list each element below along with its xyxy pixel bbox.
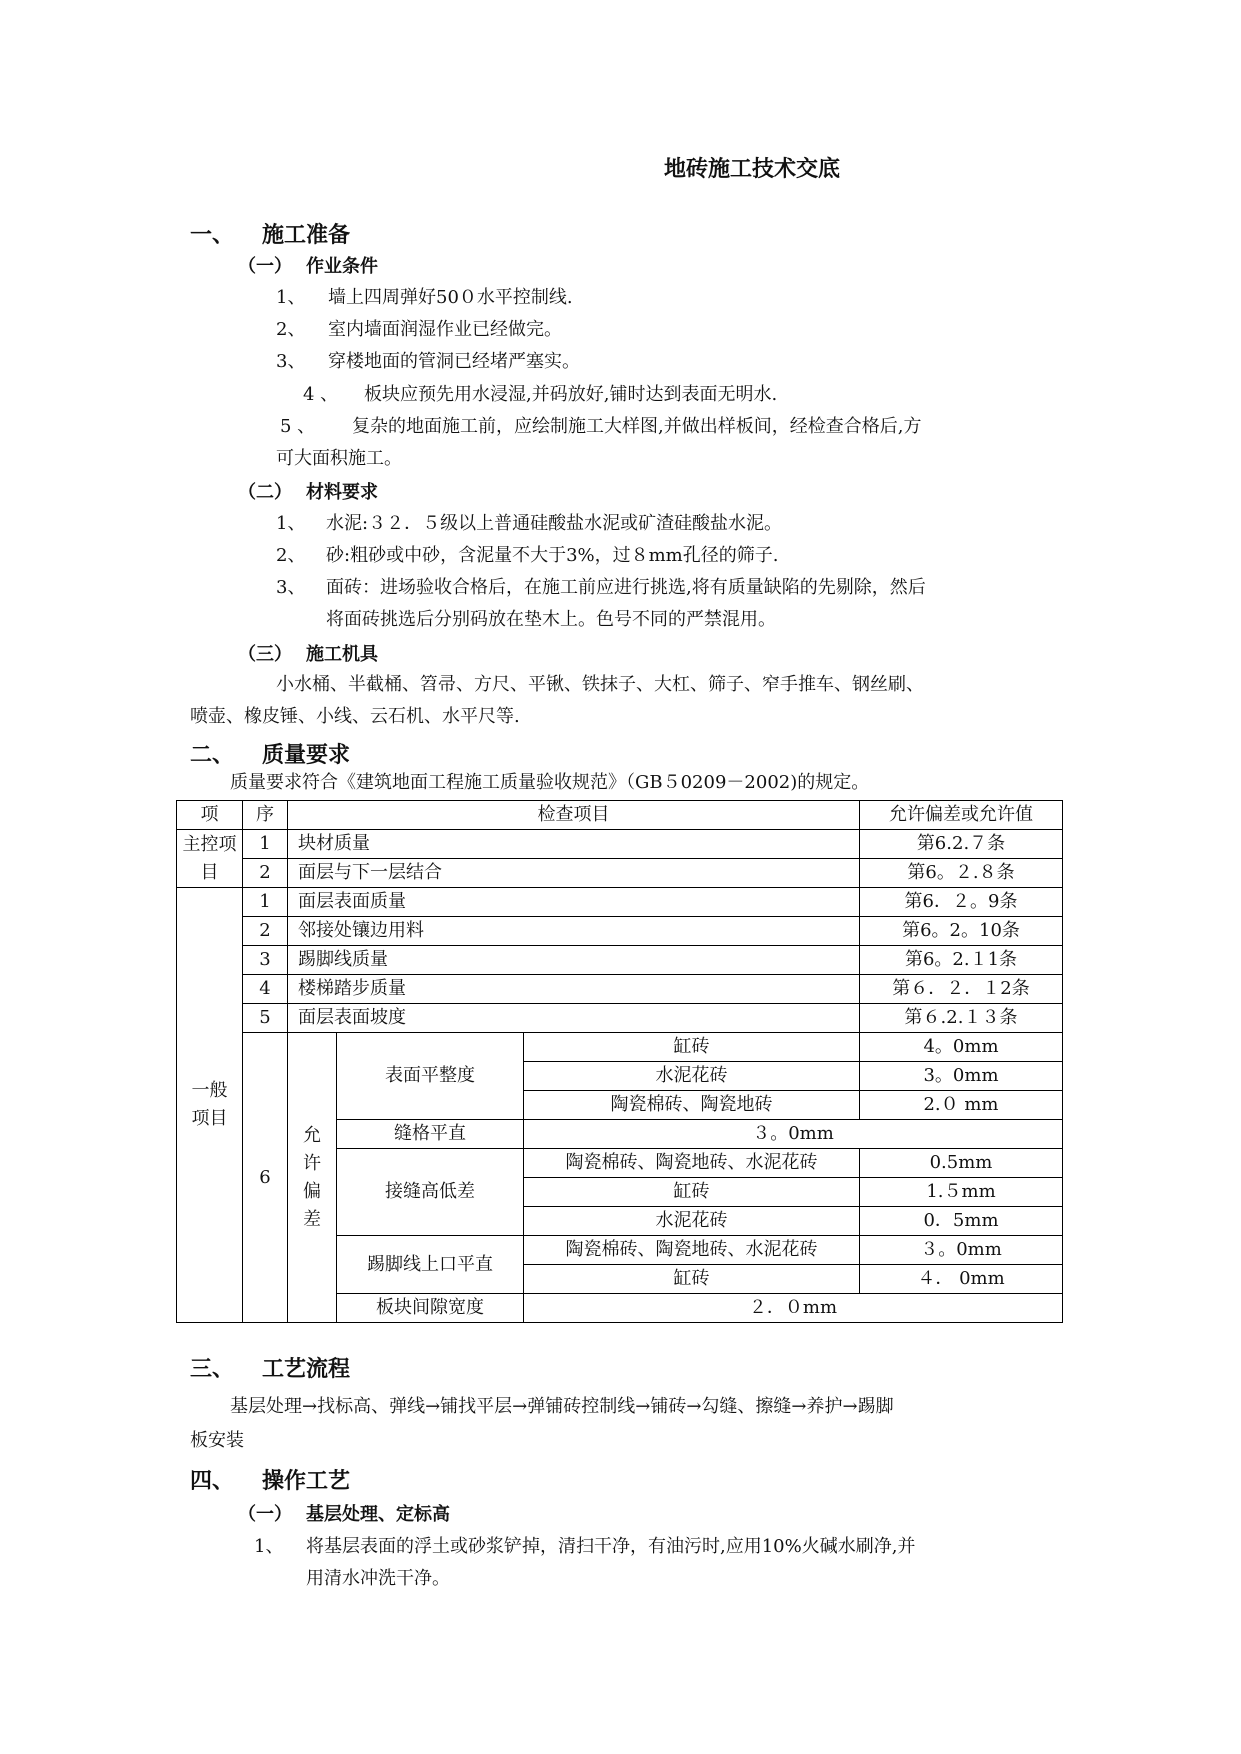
allowed-value: ２．０mm: [524, 1294, 1063, 1323]
section-1-heading: 施工准备: [262, 222, 351, 248]
table-header-row: [177, 801, 1063, 830]
subsection-4-1-number: （一）: [238, 1504, 292, 1525]
row-number: 2: [243, 917, 288, 946]
allowed-value: 1.５mm: [860, 1178, 1063, 1207]
allowed-deviation-label: 允许偏差: [288, 1033, 337, 1323]
row-number: 1: [243, 830, 288, 859]
item-text-continuation: 用清水冲洗干净。: [306, 1568, 450, 1589]
item-number: 1、: [276, 287, 306, 308]
flatness-label: 表面平整度: [337, 1033, 524, 1120]
item-text: 水泥:３２．５级以上普通硅酸盐水泥或矿渣硅酸盐水泥。: [326, 513, 783, 534]
header-cell: 项: [177, 801, 243, 830]
allowed-value: 第6。２.８条: [860, 859, 1063, 888]
section-4-number: 四、: [190, 1468, 235, 1494]
header-cell: 检查项目: [288, 801, 860, 830]
check-item: 楼梯踏步质量: [288, 975, 860, 1004]
allowed-value: 第6。2.１1条: [860, 946, 1063, 975]
item-text: 穿楼地面的管洞已经堵严塞实。: [328, 351, 580, 372]
tile-type: 缸砖: [524, 1178, 860, 1207]
check-item: 踢脚线质量: [288, 946, 860, 975]
subsection-1-3-number: （三）: [238, 644, 292, 665]
item-text: 墙上四周弹好50０水平控制线.: [328, 287, 573, 308]
subsection-1-2-label: 材料要求: [306, 482, 378, 503]
row-number: 2: [243, 859, 288, 888]
tile-type: 陶瓷棉砖、陶瓷地砖、水泥花砖: [524, 1149, 860, 1178]
header-cell: 允许偏差或允许值: [860, 801, 1063, 830]
tile-type: 水泥花砖: [524, 1062, 860, 1091]
table-row: [177, 917, 1063, 946]
row-number: 3: [243, 946, 288, 975]
item-number: 1、: [254, 1536, 284, 1557]
check-item: 面层表面质量: [288, 888, 860, 917]
allowed-value: ３。0mm: [524, 1120, 1063, 1149]
item-number: 1、: [276, 513, 306, 534]
allowed-value: 0．5mm: [860, 1207, 1063, 1236]
row-number: 5: [243, 1004, 288, 1033]
section-3-heading: 工艺流程: [262, 1356, 351, 1382]
tile-type: 陶瓷棉砖、陶瓷地砖: [524, 1091, 860, 1120]
item-text: 室内墙面润湿作业已经做完。: [328, 319, 562, 340]
item-number: 4 、: [303, 384, 339, 405]
allowed-value: ４． 0mm: [860, 1265, 1063, 1294]
skirting-label: 踢脚线上口平直: [337, 1236, 524, 1294]
section-4-heading: 操作工艺: [262, 1468, 351, 1494]
item-text-continuation: 可大面积施工。: [276, 448, 402, 469]
row-number: 6: [243, 1033, 288, 1323]
row-number: 4: [243, 975, 288, 1004]
tile-type: 缸砖: [524, 1033, 860, 1062]
table-row: [177, 946, 1063, 975]
item-number: 2、: [276, 545, 306, 566]
tile-type: 缸砖: [524, 1265, 860, 1294]
tools-line-2: 喷壶、橡皮锤、小线、云石机、水平尺等.: [190, 706, 520, 727]
joint-height-label: 接缝高低差: [337, 1149, 524, 1236]
item-number: 5 、: [280, 416, 316, 437]
document-title: 地砖施工技术交底: [664, 156, 841, 182]
header-cell: 序: [243, 801, 288, 830]
allowed-value: 2.０ mm: [860, 1091, 1063, 1120]
table-row: [177, 975, 1063, 1004]
allowed-value: 第6.2.７条: [860, 830, 1063, 859]
table-row: [177, 1004, 1063, 1033]
allowed-value: 第6。2。10条: [860, 917, 1063, 946]
table-row: [177, 830, 1063, 859]
section-1-number: 一、: [190, 222, 235, 248]
process-flow-line-1: 基层处理→找标高、弹线→铺找平层→弹铺砖控制线→铺砖→勾缝、擦缝→养护→踢脚: [230, 1396, 894, 1417]
seam-straight-label: 缝格平直: [337, 1120, 524, 1149]
item-text-continuation: 将面砖挑选后分别码放在垫木上。色号不同的严禁混用。: [326, 609, 776, 630]
subsection-1-2-number: （二）: [238, 482, 292, 503]
allowed-value: ３。0mm: [860, 1236, 1063, 1265]
tile-type: 水泥花砖: [524, 1207, 860, 1236]
table-row: [177, 1033, 1063, 1062]
check-item: 邻接处镶边用料: [288, 917, 860, 946]
main-control-group-cell: 主控项目: [177, 830, 243, 888]
item-number: 3、: [276, 351, 306, 372]
check-item: 面层表面坡度: [288, 1004, 860, 1033]
quality-table: [176, 800, 1063, 1323]
allowed-value: 第６．２．１2条: [860, 975, 1063, 1004]
tile-type: 陶瓷棉砖、陶瓷地砖、水泥花砖: [524, 1236, 860, 1265]
gap-width-label: 板块间隙宽度: [337, 1294, 524, 1323]
allowed-value: 3。0mm: [860, 1062, 1063, 1091]
general-group-cell: 一般项目: [177, 888, 243, 1323]
section-2-number: 二、: [190, 742, 235, 768]
row-number: 1: [243, 888, 288, 917]
subsection-1-1-number: （一）: [238, 256, 292, 277]
item-number: 2、: [276, 319, 306, 340]
allowed-value: 4。0mm: [860, 1033, 1063, 1062]
quality-intro: 质量要求符合《建筑地面工程施工质量验收规范》（GB５0209－2002)的规定。: [230, 772, 870, 793]
check-item: 块材质量: [288, 830, 860, 859]
subsection-4-1-label: 基层处理、定标高: [306, 1504, 450, 1525]
allowed-value: 0.5mm: [860, 1149, 1063, 1178]
process-flow-line-2: 板安装: [190, 1430, 244, 1451]
tools-line-1: 小水桶、半截桶、笤帚、方尺、平锹、铁抹子、大杠、筛子、窄手推车、钢丝刷、: [276, 674, 924, 695]
item-number: 3、: [276, 577, 306, 598]
table-row: [177, 859, 1063, 888]
item-text: 将基层表面的浮土或砂浆铲掉，清扫干净，有油污时,应用10%火碱水刷净,并: [306, 1536, 916, 1557]
table-row: [177, 888, 1063, 917]
check-item: 面层与下一层结合: [288, 859, 860, 888]
item-text: 面砖：进场验收合格后，在施工前应进行挑选,将有质量缺陷的先剔除，然后: [326, 577, 926, 598]
allowed-value: 第６.2.１３条: [860, 1004, 1063, 1033]
section-3-number: 三、: [190, 1356, 235, 1382]
section-2-heading: 质量要求: [262, 742, 351, 768]
allowed-value: 第6．２。9条: [860, 888, 1063, 917]
subsection-1-1-label: 作业条件: [306, 256, 378, 277]
item-text: 砂:粗砂或中砂，含泥量不大于3%，过８mm孔径的筛子.: [326, 545, 779, 566]
item-text: 板块应预先用水浸湿,并码放好,铺时达到表面无明水.: [364, 384, 778, 405]
subsection-1-3-label: 施工机具: [306, 644, 378, 665]
item-text: 复杂的地面施工前，应绘制施工大样图,并做出样板间，经检查合格后,方: [352, 416, 922, 437]
